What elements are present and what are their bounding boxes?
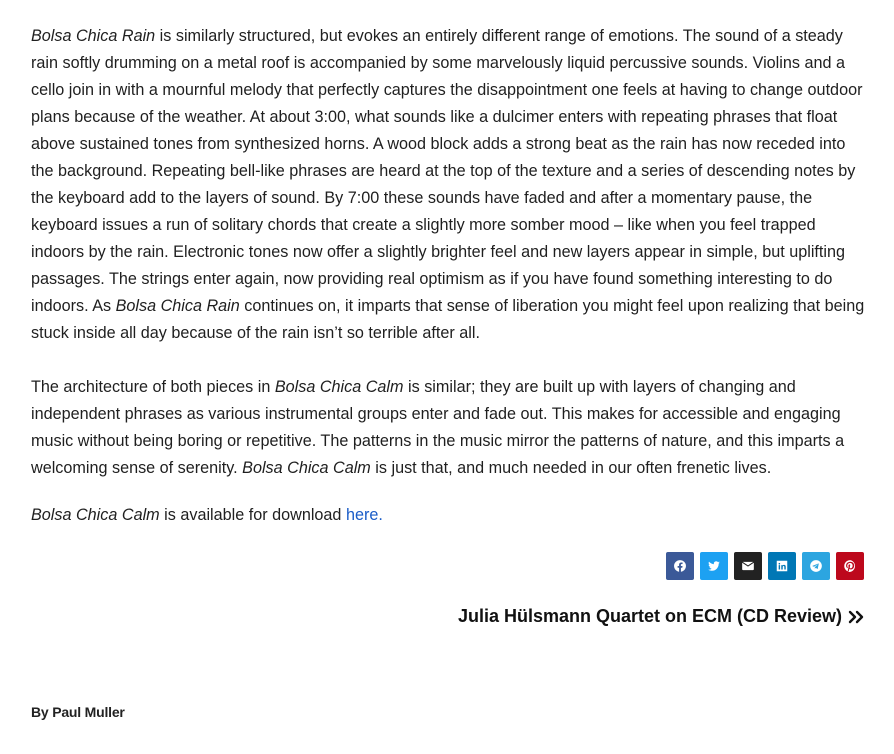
share-pinterest-button[interactable] [836, 552, 864, 580]
paragraph-architecture: The architecture of both pieces in Bolsa Chica Calm is similar; they are built up with layers of changing and independent phrases as various instrumental groups enter and fade out. This makes for accessible and engaging music without being boring or repetitive. The patterns in the music mirror the patterns of nature, and this imparts a welcoming sense of serenity. Bolsa Chica Calm is just that, and much needed in our often frenetic lives. [31, 378, 845, 477]
paragraph-rain: Bolsa Chica Rain is similarly structured, but evokes an entirely different range of emotions. The sound of a steady rain softly drumming on a metal roof is accompanied by some marvelously liquid percussive sounds. Violins and a cello join in with a mournful melody that perfectly captures the disappointment one feels at having to change outdoor plans because of the weather. At about 3:00, what sounds like a dulcimer enters with repeating phrases that float above sustained tones from synthesized horns. A wood block adds a strong beat as the rain has now receded into the background. Repeating bell-like phrases are heard at the top of the texture and a series of descending notes by the keyboard add to the layers of sound. By 7:00 these sounds have faded and after a momentary pause, the keyboard issues a run of solitary chords that create a slightly more somber mood – like when you feel trapped indoors by the rain. Electronic tones now offer a slightly brighter feel and new layers appear in simple, but uplifting passages. The strings enter again, now providing real optimism as if you have found something interesting to do indoors. As Bolsa Chica Rain continues on, it imparts that sense of liberation you might feel upon realizing that being stuck inside all day because of the rain isn’t so terrible after all. [31, 27, 865, 342]
share-email-button[interactable] [734, 552, 762, 580]
author-name: Paul Muller [52, 704, 125, 720]
title-italic: Bolsa Chica Calm [31, 506, 160, 524]
article-body [31, 23, 865, 529]
share-telegram-button[interactable] [802, 552, 830, 580]
pinterest-icon [843, 559, 857, 573]
share-buttons [666, 552, 864, 580]
double-chevron-right-icon [848, 609, 864, 625]
envelope-icon [741, 559, 755, 573]
title-italic: Bolsa Chica Calm [242, 459, 371, 477]
share-linkedin-button[interactable] [768, 552, 796, 580]
linkedin-icon [775, 559, 789, 573]
title-italic: Bolsa Chica Rain [31, 27, 156, 45]
paragraph-availability: Bolsa Chica Calm is available for download here. [31, 506, 383, 524]
next-post-link[interactable] [458, 606, 864, 627]
byline: By Paul Muller [31, 704, 125, 720]
download-link[interactable]: here. [345, 506, 383, 524]
facebook-icon [673, 559, 687, 573]
share-twitter-button[interactable] [700, 552, 728, 580]
next-post-title: Julia Hülsmann Quartet on ECM (CD Review) [457, 606, 842, 626]
title-italic: Bolsa Chica Rain [115, 297, 240, 315]
twitter-icon [707, 559, 721, 573]
telegram-icon [809, 559, 823, 573]
share-facebook-button[interactable] [666, 552, 694, 580]
title-italic: Bolsa Chica Calm [274, 378, 404, 396]
